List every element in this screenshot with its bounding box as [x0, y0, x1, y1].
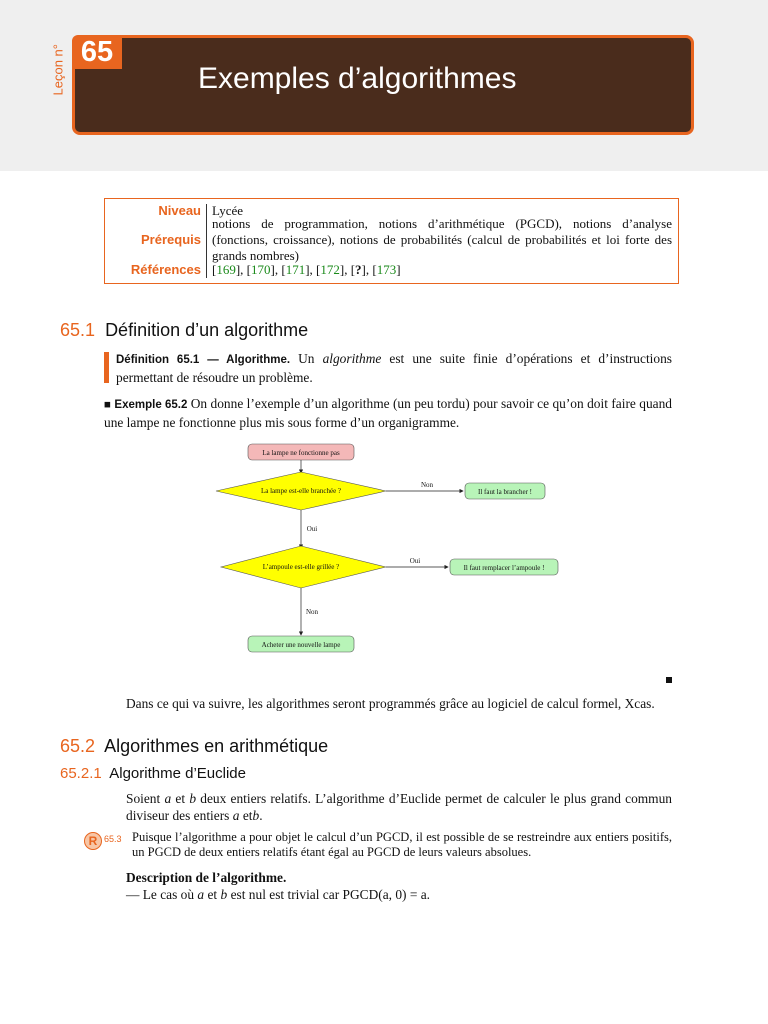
flow-q2-text: L’ampoule est-elle grillée ? — [262, 563, 340, 571]
text: Le cas où — [142, 887, 195, 902]
subsection-title: Algorithme d’Euclide — [109, 765, 246, 782]
lecon-label-container — [50, 36, 66, 98]
formula: PGCD(a, 0) = a. — [342, 887, 431, 902]
example-text: On donne l’exemple d’un algorithme (un peu tordu) pour savoir ce qu’on doit faire quand une lampe ne fonctionne plus mis sous forme d’un organigramme. — [104, 396, 672, 430]
description-item — [126, 886, 672, 903]
var-a: a — [197, 887, 205, 902]
flow-end-text: Acheter une nouvelle lampe — [261, 641, 341, 649]
reference-link[interactable]: 171 — [285, 262, 306, 277]
section-number: 65.1 — [60, 320, 96, 340]
subsection-number: 65.2.1 — [60, 765, 102, 782]
section-heading — [60, 736, 328, 757]
text: et — [175, 791, 186, 806]
var-a: a — [232, 808, 240, 823]
definition-rest: est une suite finie d’opérations et d’instructions permettant de résoudre un problème. — [116, 351, 672, 385]
text: et — [207, 887, 218, 902]
flow-q2-no: Non — [305, 608, 319, 616]
var-a: a — [164, 791, 172, 806]
prerequis-value: notions de programmation, notions d’arithmétique (PGCD), notions d’analyse (fonctions, croissance), notions de probabilités (calcul de probabilités et loi forte des grands nombres) — [212, 216, 672, 263]
text: Soient — [126, 791, 161, 806]
text: est nul est trivial car — [230, 887, 340, 902]
example-block — [104, 395, 672, 431]
var-b: b — [189, 791, 197, 806]
definition-label: Définition 65.1 — Algorithme. — [116, 354, 291, 366]
remark-number: 65.3 — [104, 834, 122, 844]
info-box — [104, 198, 679, 284]
niveau-label: Niveau — [158, 203, 201, 218]
flow-q1-yes: Oui — [306, 525, 318, 533]
example-bullet: ■ — [104, 399, 112, 411]
reference-link[interactable]: 170 — [251, 262, 271, 277]
end-of-example-mark — [666, 677, 672, 683]
niveau-value: Lycée — [212, 203, 244, 218]
page-title: Exemples d’algorithmes — [198, 62, 517, 95]
xcas-paragraph: Dans ce qui va suivre, les algorithmes seront programmés grâce au logiciel de calcul formel, Xcas. — [126, 696, 655, 711]
reference-link[interactable]: 173 — [376, 262, 397, 277]
remark-text: Puisque l’algorithme a pour objet le calcul d’un PGCD, il est possible de se restreindre aux entiers positifs, un PGCD de deux entiers relatifs étant égal au PGCD de leurs valeurs absolues. — [132, 830, 672, 859]
flow-q1-no: Non — [420, 481, 434, 489]
description-title: Description de l’algorithme. — [126, 870, 287, 885]
var-b: b — [252, 808, 260, 823]
text: et — [242, 808, 253, 823]
definition-bar — [104, 352, 109, 383]
section-heading — [60, 320, 308, 341]
info-separator — [206, 204, 207, 278]
text: deux entiers relatifs. L’algorithme d’Euclide permet de calculer le plus grand commun diviseur des entiers — [126, 791, 672, 823]
flow-q1-text: La lampe est-elle branchée ? — [260, 487, 342, 495]
flow-a1-text: Il faut la brancher ! — [477, 488, 533, 496]
flow-start-text: La lampe ne fonctionne pas — [262, 449, 340, 457]
reference-link[interactable]: 169 — [216, 262, 236, 277]
flow-a2-text: Il faut remplacer l’ampoule ! — [463, 564, 545, 572]
reference-missing: ? — [355, 262, 362, 277]
remark-icon: R — [84, 832, 102, 850]
text: . — [259, 808, 263, 823]
definition-term: algorithme — [322, 351, 382, 366]
dash: — — [126, 887, 140, 902]
var-b: b — [220, 887, 228, 902]
lecon-label: Leçon n° — [50, 44, 66, 96]
section-number: 65.2 — [60, 736, 96, 756]
definition-block — [116, 350, 672, 386]
subsection-heading — [60, 765, 246, 782]
lesson-number: 65 — [72, 35, 122, 69]
section-title: Définition d’un algorithme — [105, 320, 309, 340]
references-value: [169], [170], [171], [172], [?], [173] — [212, 262, 401, 277]
example-label: Exemple 65.2 — [114, 399, 188, 411]
flow-q2-yes: Oui — [409, 557, 421, 565]
reference-link[interactable]: 172 — [320, 262, 340, 277]
references-label: Références — [130, 262, 201, 277]
definition-pre: Un — [298, 351, 315, 366]
euclide-paragraph — [126, 790, 672, 824]
prerequis-label: Prérequis — [141, 232, 201, 247]
flowchart — [195, 436, 570, 658]
section-title: Algorithmes en arithmétique — [104, 736, 329, 756]
